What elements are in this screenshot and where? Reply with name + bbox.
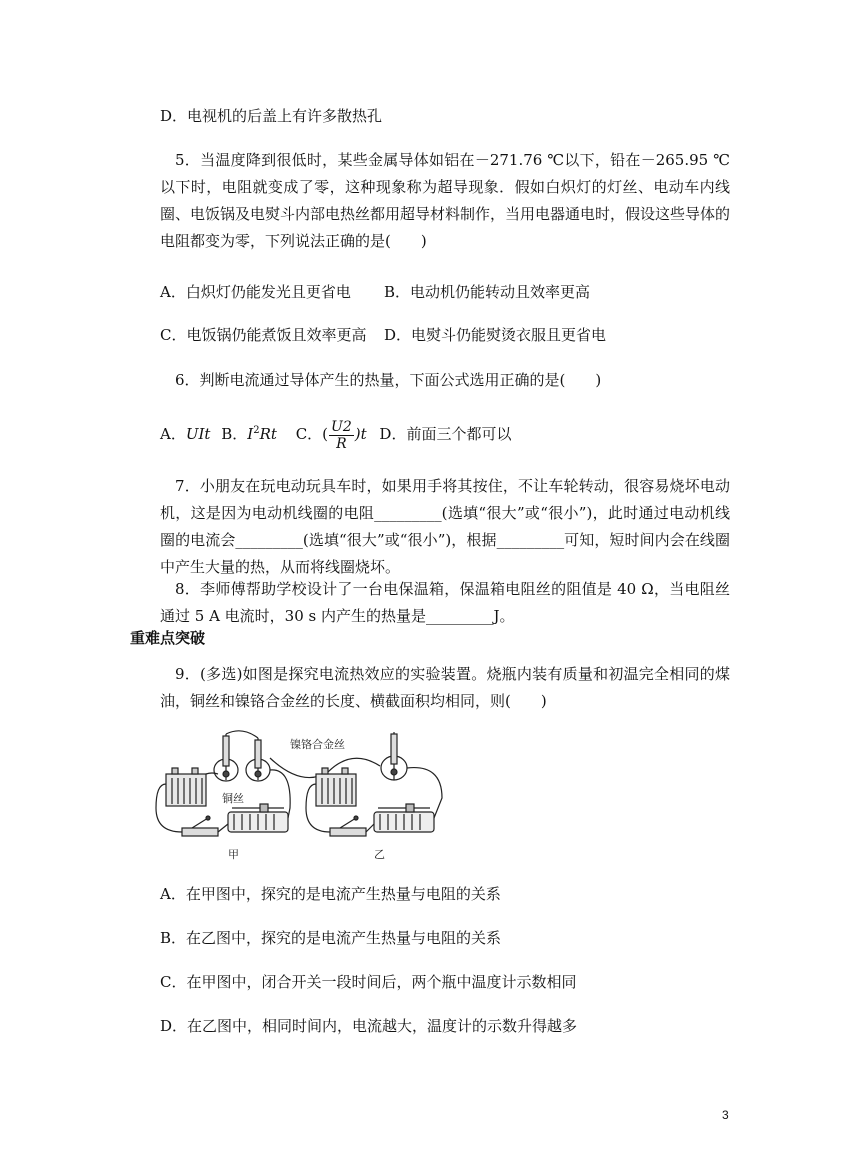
q5-option-c: C．电饭锅仍能煮饭且效率更高: [160, 326, 367, 344]
q8-text: 8．李师傅帮助学校设计了一台电保温箱，保温箱电阻丝的阻值是 40 Ω，当电阻丝通过 5 A 电流时，30 s 内产生的热量是_________J。: [160, 580, 730, 625]
q6-option-a-label: A．: [160, 425, 186, 443]
q5-stem: 5．当温度降到很低时，某些金属导体如铝在－271.76 ℃以下，铅在－265.95 ℃以下时，电阻就变成了零，这种现象称为超导现象．假如白炽灯的灯丝、电动车内线圈、电饭锅及电熨斗内部电热丝都用超导材料制作，当用电器通电时，假设这些导体的电阻都变为零，下列说法正确的是( ): [160, 151, 731, 250]
switch-left: [182, 816, 218, 836]
q9-circuit-figure: [152, 728, 462, 868]
q6-option-c-fraction: [329, 419, 354, 452]
page-number: 3: [722, 1108, 729, 1122]
q6-option-d: D．前面三个都可以: [379, 425, 512, 443]
fraction-numerator: U2: [331, 418, 352, 435]
wire: [366, 824, 374, 832]
label-copper-wire: 铜丝: [222, 792, 244, 805]
wire: [226, 731, 258, 738]
rheostat-left: [228, 804, 288, 832]
fraction-denominator: R: [336, 435, 347, 452]
q9-stem: 9．(多选)如图是探究电流热效应的实验装置。烧瓶内装有质量和初温完全相同的煤油，铜丝和镍铬合金丝的长度、横截面积均相同，则( ): [160, 665, 730, 710]
flask-right: [381, 732, 407, 780]
q6-option-c-label: C．(: [295, 425, 329, 443]
q6-option-b-i: I: [247, 425, 254, 443]
q6-option-b-exp: 2: [253, 425, 260, 436]
q6-options: [160, 409, 511, 453]
q9-option-d: D．在乙图中，相同时间内，电流越大，温度计的示数升得越多: [160, 1017, 578, 1035]
q6-option-b-rest: Rt: [259, 425, 277, 443]
rheostat-right: [374, 804, 434, 832]
wire: [270, 770, 290, 818]
q9-option-c: C．在甲图中，闭合开关一段时间后，两个瓶中温度计示数相同: [160, 973, 577, 991]
q6-option-a-formula: UIt: [185, 425, 211, 443]
battery-left: [166, 768, 206, 806]
q5-option-d: D．电熨斗仍能熨烫衣服且更省电: [384, 326, 607, 344]
q7-text: 7．小朋友在玩电动玩具车时，如果用手将其按住，不让车轮转动，很容易烧坏电动机，这是因为电动机线圈的电阻_________(选填“很大”或“很小”)，此时通过电动机线圈的电流会_________(选填“很大”或“很小”)，根据_________可知，短时间内会在线圈中产生大量的热，从而将线圈烧坏。: [160, 477, 730, 576]
q6-option-b-label: B．: [221, 425, 248, 443]
q5-option-b: B．电动机仍能转动且效率更高: [384, 283, 591, 301]
label-jia: 甲: [228, 848, 239, 861]
q9-option-a: A．在甲图中，探究的是电流产生热量与电阻的关系: [160, 885, 501, 903]
section-heading: 重难点突破: [130, 629, 206, 647]
wire: [206, 773, 218, 774]
q4-option-d: D．电视机的后盖上有许多散热孔: [160, 107, 383, 125]
battery-right: [316, 768, 356, 806]
flask-left-2: [246, 738, 270, 781]
q5-option-a: A．白炽灯仍能发光且更省电: [160, 283, 351, 301]
wire: [218, 824, 228, 832]
label-yi: 乙: [374, 848, 385, 861]
q6-option-c-suffix: )t: [354, 425, 367, 443]
q9-option-b: B．在乙图中，探究的是电流产生热量与电阻的关系: [160, 929, 502, 947]
switch-right: [330, 816, 366, 836]
label-alloy-wire: 镍铬合金丝: [290, 738, 345, 751]
q6-stem: 6．判断电流通过导体产生的热量，下面公式选用正确的是( ): [175, 371, 602, 389]
